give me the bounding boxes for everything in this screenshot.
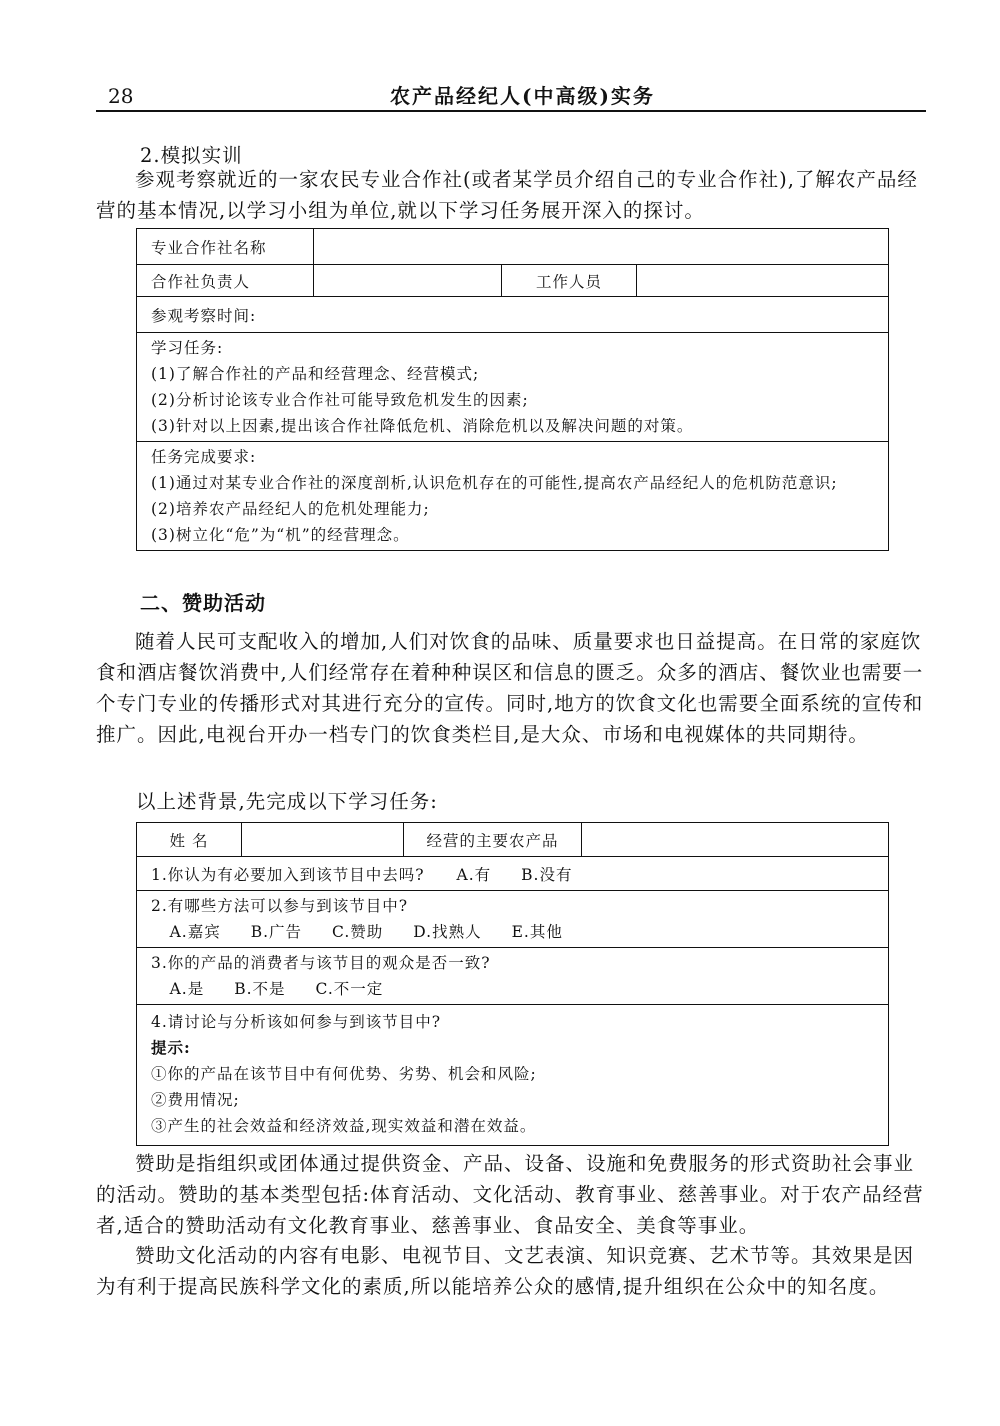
option-a[interactable]: A.是 (169, 980, 205, 998)
option-b[interactable]: B.没有 (521, 865, 573, 884)
section-title: 二、赞助活动 (140, 591, 266, 615)
products-label: 经营的主要农产品 (404, 823, 582, 857)
question-1-text: 1.你认为有必要加入到该节目中去吗? (151, 865, 425, 884)
tasks-title: 学习任务: (151, 339, 224, 357)
question-2 (137, 891, 889, 948)
practice-heading: 2.模拟实训 (140, 144, 243, 167)
question-4-text: 4.请讨论与分析该如何参与到该节目中? (151, 1013, 442, 1031)
sponsor-table (136, 822, 889, 1146)
header-rule (96, 110, 926, 112)
hint-item: ②费用情况; (151, 1091, 240, 1109)
option-b[interactable]: B.广告 (250, 923, 303, 941)
requirements-cell (137, 442, 889, 551)
option-d[interactable]: D.找熟人 (413, 923, 482, 941)
coop-table (136, 228, 889, 551)
coop-head-label: 合作社负责人 (137, 265, 314, 297)
requirement-item: (3)树立化“危”为“机”的经营理念。 (151, 526, 410, 544)
coop-head-field[interactable] (314, 265, 502, 297)
task-item: (2)分析讨论该专业合作社可能导致危机发生的因素; (151, 391, 529, 409)
option-b[interactable]: B.不是 (234, 980, 286, 998)
task-item: (3)针对以上因素,提出该合作社降低危机、消除危机以及解决问题的对策。 (151, 417, 694, 435)
tasks-cell (137, 333, 889, 442)
option-e[interactable]: E.其他 (511, 923, 563, 941)
hint-item: ①你的产品在该节目中有何优势、劣势、机会和风险; (151, 1065, 537, 1083)
hint-item: ③产生的社会效益和经济效益,现实效益和潜在效益。 (151, 1117, 537, 1135)
question-4 (137, 1005, 889, 1146)
coop-name-field[interactable] (314, 229, 889, 265)
option-a[interactable]: A.嘉宾 (169, 923, 221, 941)
question-2-text: 2.有哪些方法可以参与到该节目中? (151, 897, 409, 915)
name-field[interactable] (242, 823, 404, 857)
products-field[interactable] (582, 823, 889, 857)
task-item: (1)了解合作社的产品和经营理念、经营模式; (151, 365, 480, 383)
option-c[interactable]: C.不一定 (315, 980, 384, 998)
practice-intro: 参观考察就近的一家农民专业合作社(或者某学员介绍自己的专业合作社),了解农产品经营的基本情况,以学习小组为单位,就以下学习任务展开深入的探讨。 (96, 168, 918, 222)
page-number: 28 (108, 84, 134, 108)
question-3-text: 3.你的产品的消费者与该节目的观众是否一致? (151, 954, 491, 972)
staff-label: 工作人员 (502, 265, 637, 297)
closing-paragraph-1: 赞助是指组织或团体通过提供资金、产品、设备、设施和免费服务的形式资助社会事业的活动。赞助的基本类型包括:体育活动、文化活动、教育事业、慈善事业。对于农产品经营者,适合的赞助活动有文化教育事业、慈善事业、食品安全、美食等事业。 (96, 1152, 924, 1237)
closing-paragraph-2: 赞助文化活动的内容有电影、电视节目、文艺表演、知识竞赛、艺术节等。其效果是因为有利于提高民族科学文化的素质,所以能培养公众的感情,提升组织在公众中的知名度。 (96, 1244, 915, 1298)
requirement-item: (1)通过对某专业合作社的深度剖析,认识危机存在的可能性,提高农产品经纪人的危机防范意识; (151, 474, 838, 492)
option-c[interactable]: C.赞助 (332, 923, 384, 941)
hint-label: 提示: (151, 1038, 191, 1057)
requirement-item: (2)培养农产品经纪人的危机处理能力; (151, 500, 430, 518)
task-intro: 以上述背景,先完成以下学习任务: (136, 790, 438, 813)
name-label: 姓 名 (137, 823, 242, 857)
question-1 (137, 857, 889, 891)
visit-time-label: 参观考察时间: (137, 297, 889, 333)
coop-name-label: 专业合作社名称 (137, 229, 314, 265)
staff-field[interactable] (637, 265, 889, 297)
requirements-title: 任务完成要求: (151, 448, 257, 466)
section-paragraph: 随着人民可支配收入的增加,人们对饮食的品味、质量要求也日益提高。在日常的家庭饮食和酒店餐饮消费中,人们经常存在着种种误区和信息的匮乏。众多的酒店、餐饮业也需要一个专门专业的传播形式对其进行充分的宣传。同时,地方的饮食文化也需要全面系统的宣传和推广。因此,电视台开办一档专门的饮食类栏目,是大众、市场和电视媒体的共同期待。 (96, 630, 924, 746)
question-3 (137, 948, 889, 1005)
running-title: 农产品经纪人(中高级)实务 (390, 84, 655, 108)
option-a[interactable]: A.有 (456, 865, 492, 884)
